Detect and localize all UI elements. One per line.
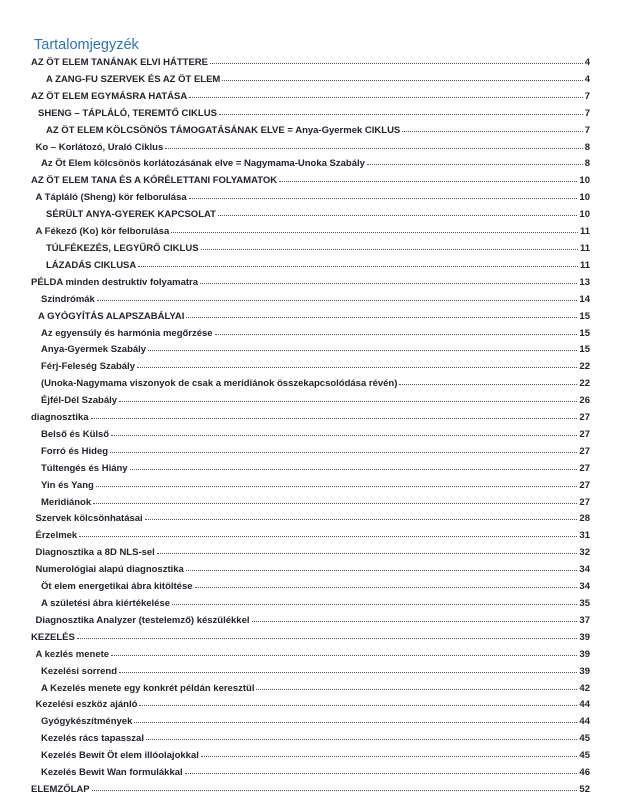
toc-entry[interactable]: [31, 173, 590, 190]
toc-entry-label: Szindrómák: [41, 293, 95, 305]
toc-entry-label: Anya-Gyermek Szabály: [41, 344, 147, 356]
toc-entry-page: 26: [579, 395, 590, 407]
dot-leader: [367, 164, 583, 165]
toc-entry[interactable]: [31, 123, 590, 140]
dot-leader: [252, 621, 578, 622]
toc-entry-label: Érzelmek: [35, 530, 78, 542]
dot-leader: [222, 80, 582, 81]
dot-leader: [92, 790, 578, 791]
toc-entry-label: A Fékező (Ko) kör felborulása: [35, 226, 170, 238]
toc-entry-page: 28: [579, 513, 590, 525]
toc-entry[interactable]: [31, 697, 590, 714]
toc-entry-page: 22: [579, 378, 590, 390]
toc-entry-page: 45: [579, 733, 590, 745]
toc-entry[interactable]: [31, 342, 590, 359]
toc-entry[interactable]: [31, 664, 590, 681]
dot-leader: [195, 587, 578, 588]
dot-leader: [111, 655, 577, 656]
dot-leader: [218, 215, 577, 216]
toc-entry-page: 8: [584, 158, 590, 170]
toc-entry-label: diagnosztika: [31, 412, 89, 424]
toc-entry[interactable]: [31, 190, 590, 207]
toc-entry[interactable]: [31, 309, 590, 326]
toc-entry-page: 10: [579, 175, 590, 187]
toc-entry-page: 13: [579, 276, 590, 288]
toc-entry-page: 11: [579, 226, 590, 238]
dot-leader: [189, 198, 578, 199]
dot-leader: [186, 317, 577, 318]
dot-leader: [402, 131, 582, 132]
toc-entry[interactable]: [31, 393, 590, 410]
toc-entry-label: A születési ábra kiértékelése: [41, 598, 171, 609]
toc-entry[interactable]: [31, 511, 590, 528]
dot-leader: [79, 536, 577, 537]
toc-entry-label: (Unoka-Nagymama viszonyok de csak a meridiánok összekapcsolódása révén): [41, 378, 398, 390]
dot-leader: [215, 334, 578, 335]
toc-entry-page: 45: [579, 750, 590, 762]
dot-leader: [145, 519, 578, 520]
toc-entry-page: 14: [579, 293, 590, 305]
toc-title: Tartalomjegyzék: [34, 37, 139, 53]
toc-entry-page: 7: [584, 90, 590, 102]
toc-entry-page: 37: [579, 614, 590, 626]
dot-leader: [165, 148, 582, 149]
dot-leader: [200, 283, 577, 284]
toc-entry-label: Meridiánok: [41, 496, 92, 508]
toc-entry-page: 10: [579, 192, 590, 204]
toc-entry-page: 39: [579, 665, 590, 677]
toc-entry[interactable]: [31, 579, 590, 596]
toc-entry-label: Gyógykészítmények: [41, 716, 133, 728]
dot-leader: [137, 367, 577, 368]
dot-leader: [119, 672, 577, 673]
toc-entry-label: Öt elem energetikai ábra kitöltése: [41, 581, 193, 593]
toc-entry[interactable]: [31, 596, 590, 613]
toc-entry-label: Kezelés Bewit Öt elem illóolajokkal: [41, 750, 199, 762]
toc-entry-label: AZ ÖT ELEM EGYMÁSRA HATÁSA: [31, 90, 188, 102]
toc-entry-page: 44: [579, 716, 590, 728]
toc-entry[interactable]: [31, 630, 590, 647]
toc-entry[interactable]: [31, 275, 590, 292]
toc-entry-page: 15: [579, 327, 590, 339]
dot-leader: [172, 604, 577, 605]
toc-entry[interactable]: [31, 72, 590, 89]
toc-entry-page: 8: [584, 141, 590, 153]
toc-entry[interactable]: [31, 156, 590, 173]
dot-leader: [210, 63, 583, 64]
dot-leader: [130, 469, 578, 470]
toc-entry-label: Diagnosztika a 8D NLS-sel: [35, 547, 155, 559]
toc-entry-page: 11: [579, 259, 590, 271]
toc-entry-label: Szervek kölcsönhatásai: [35, 513, 143, 525]
toc-entry-page: 10: [579, 209, 590, 221]
dot-leader: [279, 181, 577, 182]
toc-entry[interactable]: [31, 647, 590, 664]
toc-entry-label: Férj-Feleség Szabály: [41, 361, 135, 373]
toc-entry-page: 7: [584, 124, 590, 136]
toc-entry-label: A Kezelés menete egy konkrét példán keresztül: [41, 682, 255, 694]
dot-leader: [201, 756, 578, 757]
toc-entry[interactable]: [31, 681, 590, 698]
toc-entry-page: 11: [579, 242, 590, 254]
toc-entry-label: KEZELÉS: [31, 631, 75, 643]
toc-entry-page: 32: [579, 547, 590, 559]
toc-entry-label: Yin és Yang: [41, 479, 94, 491]
toc-entry-label: Belső és Külső: [41, 428, 110, 440]
toc-entry-label: Az egyensúly és harmónia megőrzése: [41, 327, 213, 339]
toc-entry[interactable]: [31, 140, 590, 157]
toc-entry[interactable]: [31, 495, 590, 512]
toc-entry[interactable]: [31, 376, 590, 393]
dot-leader: [138, 266, 578, 267]
toc-entry-label: ELEMZŐLAP: [31, 783, 90, 795]
toc-entry[interactable]: [31, 731, 590, 748]
dot-leader: [399, 384, 577, 385]
toc-entry[interactable]: [31, 765, 590, 782]
dot-leader: [201, 249, 578, 250]
toc-entry-label: Ko – Korlátozó, Uraló Ciklus: [35, 141, 164, 153]
toc-entry[interactable]: [31, 427, 590, 444]
toc-entry-page: 31: [579, 530, 590, 542]
toc-entry-label: Diagnosztika Analyzer (testelemző) készülékkel: [35, 614, 250, 626]
toc-entry[interactable]: [31, 207, 590, 224]
toc-entry-label: AZ ÖT ELEM TANA ÉS A KÓRÉLETTANI FOLYAMATOK: [31, 175, 278, 187]
dot-leader: [157, 553, 578, 554]
toc-entry-label: SHENG – TÁPLÁLÓ, TEREMTŐ CIKLUS: [38, 107, 217, 119]
dot-leader: [97, 300, 578, 301]
toc-entry-label: Éjfél-Dél Szabály: [41, 395, 118, 407]
toc-entry-page: 34: [579, 581, 590, 593]
toc-entry-label: LÁZADÁS CIKLUSA: [46, 259, 137, 271]
toc-entry-page: 27: [579, 445, 590, 457]
toc-entry[interactable]: [31, 782, 590, 799]
toc-entry[interactable]: [31, 545, 590, 562]
toc-entry[interactable]: [31, 478, 590, 495]
toc-entry[interactable]: [31, 528, 590, 545]
toc-entry-label: PÉLDA minden destruktív folyamatra: [31, 276, 198, 288]
toc-entry[interactable]: [31, 224, 590, 241]
toc-entry-page: 27: [579, 428, 590, 440]
toc-entry[interactable]: [31, 714, 590, 731]
dot-leader: [139, 705, 577, 706]
dot-leader: [185, 773, 578, 774]
toc-entry-page: 34: [579, 564, 590, 576]
toc-entry[interactable]: [31, 748, 590, 765]
dot-leader: [219, 114, 583, 115]
dot-leader: [146, 739, 577, 740]
toc-entry-label: A Tápláló (Sheng) kör felborulása: [35, 192, 187, 204]
toc-entry[interactable]: [31, 562, 590, 579]
toc-entry-page: 15: [579, 344, 590, 356]
dot-leader: [189, 97, 582, 98]
toc-entry[interactable]: [31, 444, 590, 461]
toc-entry-page: 27: [579, 462, 590, 474]
toc-entry-page: 39: [579, 648, 590, 660]
toc-entry[interactable]: [31, 326, 590, 343]
dot-leader: [119, 401, 577, 402]
toc-entry-page: 27: [579, 479, 590, 491]
dot-leader: [96, 486, 578, 487]
toc-entry-label: SÉRÜLT ANYA-GYEREK KAPCSOLAT: [46, 209, 216, 221]
toc-entry[interactable]: [31, 258, 590, 275]
toc-entry-label: Túltengés és Hiány: [41, 462, 128, 474]
toc-entry-page: 44: [579, 699, 590, 711]
dot-leader: [111, 435, 577, 436]
toc-entry[interactable]: [31, 292, 590, 309]
toc-entry-label: AZ ÖT ELEM TANÁNAK ELVI HÁTTERE: [31, 57, 208, 68]
toc-entry-label: Numerológiai alapú diagnosztika: [35, 564, 184, 576]
toc-entry-label: Kezelési sorrend: [41, 665, 118, 677]
dot-leader: [171, 232, 578, 233]
toc-entry-page: 7: [584, 107, 590, 119]
toc-entry[interactable]: [31, 241, 590, 258]
toc-entry-page: 22: [579, 361, 590, 373]
toc-entry-label: A GYÓGYÍTÁS ALAPSZABÁLYAI: [38, 310, 185, 322]
toc-entry-page: 27: [579, 412, 590, 424]
toc-entry[interactable]: [31, 461, 590, 478]
toc-entry[interactable]: [31, 89, 590, 106]
toc-entry-page: 46: [579, 767, 590, 779]
dot-leader: [134, 722, 577, 723]
dot-leader: [148, 350, 577, 351]
toc-entry-label: Az Öt Elem kölcsönös korlátozásának elve = Nagymama-Unoka Szabály: [41, 158, 365, 170]
toc-entry[interactable]: [31, 55, 590, 72]
toc-entry-label: Kezelés rács tapasszal: [41, 733, 144, 745]
toc-entry-page: 4: [584, 57, 590, 68]
toc-entry[interactable]: [31, 106, 590, 123]
toc-entry-page: 15: [579, 310, 590, 322]
toc-entry-page: 4: [584, 73, 590, 85]
toc-entry-page: 42: [579, 682, 590, 694]
toc-entry[interactable]: [31, 410, 590, 427]
toc-entry-label: AZ ÖT ELEM KÖLCSÖNÖS TÁMOGATÁSÁNAK ELVE = Anya-Gyermek CIKLUS: [46, 124, 401, 136]
toc-entry-page: 27: [579, 496, 590, 508]
toc-entry-label: A kezlés menete: [35, 648, 110, 660]
dot-leader: [93, 503, 577, 504]
dot-leader: [256, 689, 577, 690]
dot-leader: [186, 570, 578, 571]
toc-entry[interactable]: [31, 359, 590, 376]
toc-entry[interactable]: [31, 613, 590, 630]
toc-entry-label: A ZANG-FU SZERVEK ÉS AZ ÖT ELEM: [46, 73, 221, 85]
toc-entry-label: TÚLFÉKEZÉS, LEGYŰRŐ CIKLUS: [46, 242, 199, 254]
toc-entry-page: 52: [579, 783, 590, 795]
toc-list: [31, 55, 590, 799]
toc-entry-page: 39: [579, 631, 590, 643]
toc-entry-label: Kezelési eszköz ajánló: [35, 699, 138, 711]
toc-entry-label: Kezelés Bewit Wan formulákkal: [41, 767, 183, 779]
toc-entry-label: Forró és Hideg: [41, 445, 109, 457]
dot-leader: [110, 452, 577, 453]
dot-leader: [77, 638, 578, 639]
dot-leader: [91, 418, 578, 419]
toc-entry-page: 35: [579, 598, 590, 609]
